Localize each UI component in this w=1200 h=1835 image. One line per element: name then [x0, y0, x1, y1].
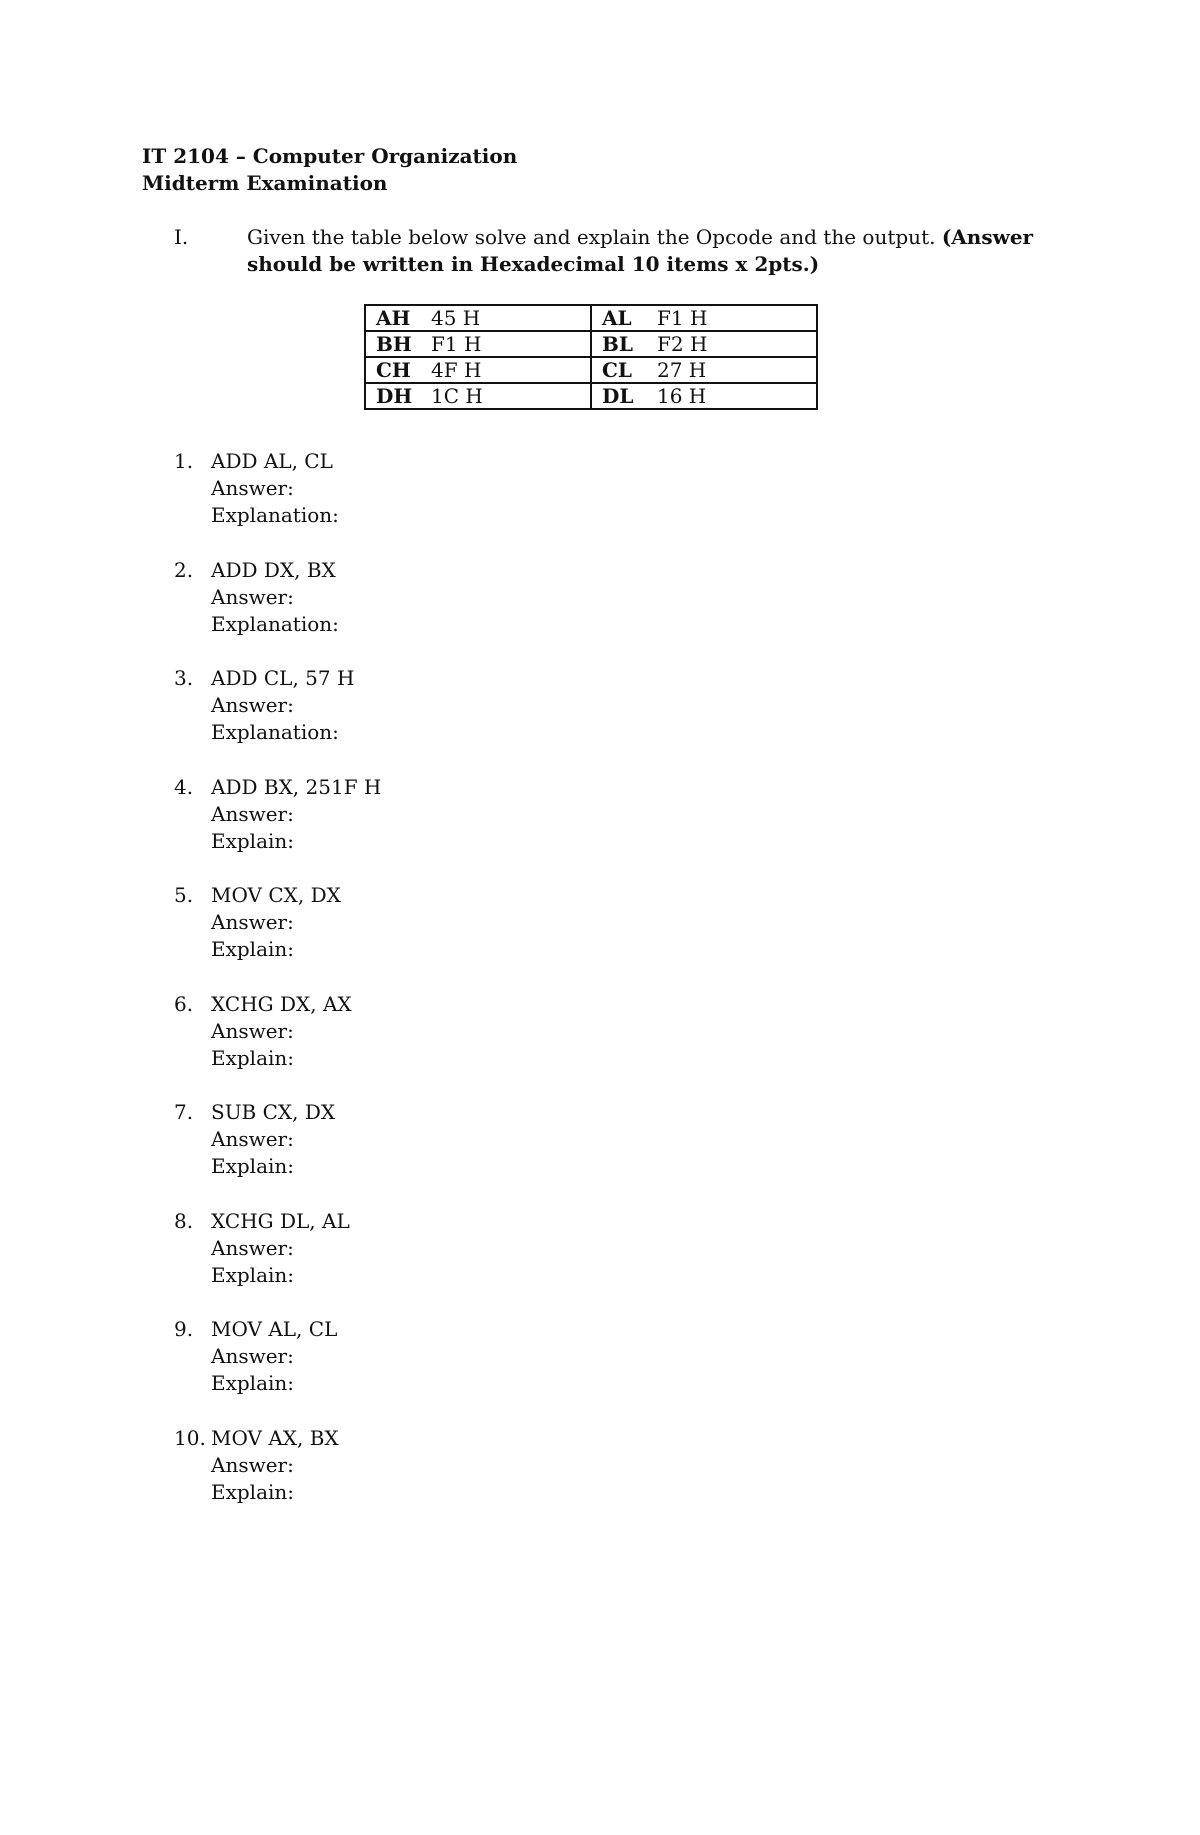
explain-label: Explain:	[211, 828, 295, 853]
question-body	[211, 1099, 335, 1180]
register-row	[365, 305, 817, 331]
answer-label: Answer:	[211, 1344, 294, 1368]
register-name: CH	[376, 358, 411, 382]
register-cell	[365, 305, 591, 331]
explain-label: Explain:	[211, 1045, 295, 1070]
register-row	[365, 357, 817, 383]
explain-label: Explain:	[211, 1154, 295, 1178]
register-cell	[591, 305, 817, 331]
instruction-text: Given the table below solve and explain the Opcode and the output.	[247, 225, 942, 249]
answer-label: Answer:	[211, 693, 294, 717]
answer-label: Answer:	[211, 1127, 294, 1151]
question-instruction: ADD BX, 251F H	[211, 774, 382, 799]
explain-label: Explain:	[211, 1479, 295, 1504]
question-instruction: ADD AL, CL	[211, 449, 333, 473]
register-cell	[365, 383, 591, 409]
question-instruction: ADD DX, BX	[211, 557, 336, 582]
exam-title: Midterm Examination	[142, 171, 388, 195]
register-name: BL	[602, 332, 633, 356]
register-row	[365, 383, 817, 409]
question-body	[211, 665, 354, 746]
course-title: IT 2104 – Computer Organization	[142, 144, 518, 168]
question-body	[211, 1316, 337, 1397]
register-cell	[591, 357, 817, 383]
register-value: F1 H	[431, 332, 482, 356]
section-instruction	[247, 224, 1077, 278]
explain-label: Explanation:	[211, 720, 339, 744]
question-instruction: ADD CL, 57 H	[211, 666, 355, 690]
question-body	[211, 774, 381, 855]
register-cell	[365, 331, 591, 357]
explain-label: Explanation:	[211, 503, 339, 527]
section-number: I.	[174, 225, 189, 249]
register-cell	[591, 383, 817, 409]
register-value: F1 H	[657, 306, 708, 330]
question-number: 8.	[174, 1208, 194, 1233]
question-number: 5.	[174, 883, 194, 907]
register-row	[365, 331, 817, 357]
question-body	[211, 557, 339, 638]
register-value: 45 H	[431, 306, 481, 330]
question-instruction: MOV AX, BX	[211, 1425, 339, 1450]
question-number: 10.	[174, 1425, 206, 1450]
register-value: 1C H	[431, 384, 483, 408]
question-number: 2.	[174, 557, 194, 582]
answer-label: Answer:	[211, 1452, 294, 1477]
answer-label: Answer:	[211, 476, 294, 500]
explain-label: Explain:	[211, 1371, 295, 1395]
answer-label: Answer:	[211, 910, 294, 934]
answer-label: Answer:	[211, 584, 294, 609]
explain-label: Explain:	[211, 937, 295, 961]
register-name: DL	[602, 384, 634, 408]
question-body	[211, 448, 339, 529]
question-instruction: XCHG DL, AL	[211, 1208, 350, 1233]
question-body	[211, 882, 341, 963]
register-value: 27 H	[657, 358, 707, 382]
question-body	[211, 1425, 339, 1506]
register-cell	[591, 331, 817, 357]
question-body	[211, 1208, 350, 1289]
register-table	[364, 304, 818, 410]
question-instruction: SUB CX, DX	[211, 1100, 336, 1124]
question-instruction: MOV AL, CL	[211, 1317, 338, 1341]
register-name: AH	[376, 306, 411, 330]
question-body	[211, 991, 352, 1072]
answer-label: Answer:	[211, 1018, 294, 1043]
register-name: AL	[602, 306, 632, 330]
question-number: 4.	[174, 774, 194, 799]
answer-label: Answer:	[211, 801, 294, 826]
register-cell	[365, 357, 591, 383]
instruction-bold: (Answer should be written in Hexadecimal 10 items x 2pts.)	[247, 225, 1034, 276]
question-instruction: XCHG DX, AX	[211, 991, 352, 1016]
question-number: 6.	[174, 991, 194, 1016]
register-name: DH	[376, 384, 413, 408]
question-instruction: MOV CX, DX	[211, 883, 341, 907]
register-value: 16 H	[657, 384, 707, 408]
register-name: CL	[602, 358, 632, 382]
question-number: 9.	[174, 1317, 194, 1341]
answer-label: Answer:	[211, 1235, 294, 1260]
register-name: BH	[376, 332, 412, 356]
question-number: 3.	[174, 666, 194, 690]
register-value: 4F H	[431, 358, 482, 382]
question-number: 1.	[174, 449, 194, 473]
explain-label: Explain:	[211, 1262, 295, 1287]
question-number: 7.	[174, 1100, 194, 1124]
register-value: F2 H	[657, 332, 708, 356]
explain-label: Explanation:	[211, 611, 339, 636]
